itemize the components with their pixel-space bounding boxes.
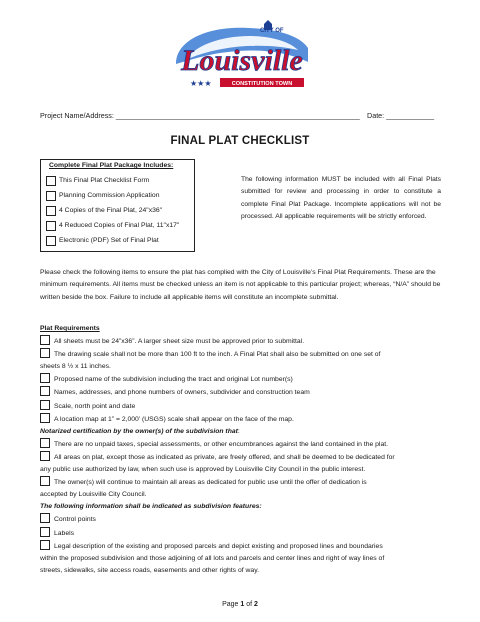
logo-city-of: CITY OF xyxy=(260,28,284,34)
requirement-item xyxy=(40,476,444,489)
checkbox[interactable] xyxy=(40,540,50,550)
package-item-label: Planning Commission Application xyxy=(59,192,160,199)
requirement-continuation: any public use authorized by law, when such use is approved by Louisville City Council in the public interest. xyxy=(40,466,366,474)
package-item xyxy=(45,173,190,188)
intro-paragraph: Please check the following items to ensure the plat has complied with the City of Louisville’s Final Plat Requirements. These are the minimum requirements. All items must be checked unless an item is not applicable to this particular project; whereas, “N/A” should be written beside the box. Failure to include all applicable items will constitute an incomplete submittal. xyxy=(40,269,441,301)
checkbox[interactable] xyxy=(46,221,56,231)
checkbox[interactable] xyxy=(40,400,50,410)
checkbox[interactable] xyxy=(40,527,50,537)
requirement-continuation: streets, sidewalks, site access roads, easements and other rights of way. xyxy=(40,566,259,574)
notarized-heading-line xyxy=(40,426,444,438)
requirement-label: A location map at 1” = 2,000’ (USGS) scale shall appear on the face of the map. xyxy=(54,415,294,423)
logo-tagline: CONSTITUTION TOWN xyxy=(231,81,293,87)
requirement-continuation: accepted by Louisville City Council. xyxy=(40,491,147,499)
package-item xyxy=(45,188,190,203)
checkbox[interactable] xyxy=(40,335,50,345)
louisville-logo-graphic xyxy=(168,18,316,100)
package-item xyxy=(45,218,190,233)
requirement-item xyxy=(40,451,444,464)
checkbox[interactable] xyxy=(40,348,50,358)
package-heading: Complete Final Plat Package Includes: xyxy=(49,162,174,169)
package-item xyxy=(45,233,190,248)
checkbox[interactable] xyxy=(46,176,56,186)
requirement-item xyxy=(40,373,444,386)
footer-of-word: of xyxy=(246,601,253,608)
checkbox[interactable] xyxy=(40,451,50,461)
requirement-label: Proposed name of the subdivision including the tract and original Lot number(s) xyxy=(54,376,293,384)
notarized-colon: : xyxy=(237,427,240,435)
requirement-item xyxy=(40,527,444,540)
checkbox[interactable] xyxy=(40,438,50,448)
checkbox[interactable] xyxy=(40,373,50,383)
requirement-item xyxy=(40,438,444,451)
requirement-item xyxy=(40,400,444,413)
package-box xyxy=(40,159,195,252)
project-name-blank[interactable]: _____________________________________________________________ xyxy=(115,111,360,120)
city-logo xyxy=(168,18,316,100)
requirement-item xyxy=(40,413,444,426)
requirement-item xyxy=(40,540,444,553)
requirement-item xyxy=(40,513,444,526)
checkbox[interactable] xyxy=(40,386,50,396)
checkbox[interactable] xyxy=(40,513,50,523)
requirement-item xyxy=(40,335,444,348)
package-item-label: This Final Plat Checklist Form xyxy=(59,177,150,184)
requirement-label: The drawing scale shall not be more than 100 ft to the inch. A Final Plat shall also be submitted on one set of xyxy=(54,351,381,359)
submission-notice: The following information MUST be included with all Final Plats submitted for review and processing in order to constitute a complete Final Plat Package. Incomplete applications will not be processed. All applicable requirements will be strictly enforced. xyxy=(241,176,441,220)
plat-requirements-heading: Plat Requirements xyxy=(40,325,100,332)
requirement-label: All areas on plat, except those as indicated as private, are freely offered, and shall be deemed to be dedicated for xyxy=(54,453,395,461)
features-heading: The following information shall be indicated as subdivision features: xyxy=(40,503,262,511)
page-title: FINAL PLAT CHECKLIST xyxy=(170,135,310,147)
footer-page-number: 1 xyxy=(240,601,245,608)
project-line xyxy=(40,111,440,120)
logo-stars: ★★★ xyxy=(190,79,212,88)
checkbox[interactable] xyxy=(40,413,50,423)
footer-page-total: 2 xyxy=(254,601,258,608)
package-item-label: 4 Copies of the Final Plat, 24"x36" xyxy=(59,207,163,214)
requirement-continuation: sheets 8 ½ x 11 inches. xyxy=(40,363,111,371)
date-label: Date: xyxy=(367,111,385,120)
checkbox[interactable] xyxy=(46,206,56,216)
checkbox[interactable] xyxy=(40,476,50,486)
requirement-continuation: within the proposed subdivision and those adjoining of all lots and parcels and center lines and right of way lines of xyxy=(40,554,385,562)
requirement-label: The owner(s) will continue to maintain all areas as dedicated for public use until the offer of dedication is xyxy=(54,479,367,487)
checkbox[interactable] xyxy=(46,191,56,201)
requirement-label: All sheets must be 24”x36”. A larger sheet size must be approved prior to submittal. xyxy=(54,338,305,346)
package-item xyxy=(45,203,190,218)
requirement-label: Labels xyxy=(54,529,75,537)
requirement-item xyxy=(40,386,444,399)
requirement-label: Names, addresses, and phone numbers of owners, subdivider and construction team xyxy=(54,389,310,397)
requirement-label: Scale, north point and date xyxy=(54,402,136,410)
checkbox[interactable] xyxy=(46,236,56,246)
requirement-item xyxy=(40,348,444,361)
date-field xyxy=(367,111,434,120)
package-item-label: Electronic (PDF) Set of Final Plat xyxy=(59,237,159,244)
project-name-label: Project Name/Address: xyxy=(40,111,114,120)
page-footer xyxy=(0,601,480,608)
logo-name: Louisville xyxy=(181,44,303,77)
requirements-section xyxy=(40,323,444,577)
requirement-label: Control points xyxy=(54,516,96,524)
footer-page-word: Page xyxy=(222,601,239,608)
requirement-label: Legal description of the existing and proposed parcels and depict existing and proposed lines and boundaries xyxy=(54,542,383,550)
notarized-heading: Notarized certification by the owner(s) of the subdivision that xyxy=(40,427,238,435)
date-blank[interactable]: ____________ xyxy=(386,111,435,120)
package-item-label: 4 Reduced Copies of Final Plat, 11"x17" xyxy=(59,222,180,229)
requirement-label: There are no unpaid taxes, special assessments, or other encumbrances against the land contained in the plat. xyxy=(54,440,389,448)
